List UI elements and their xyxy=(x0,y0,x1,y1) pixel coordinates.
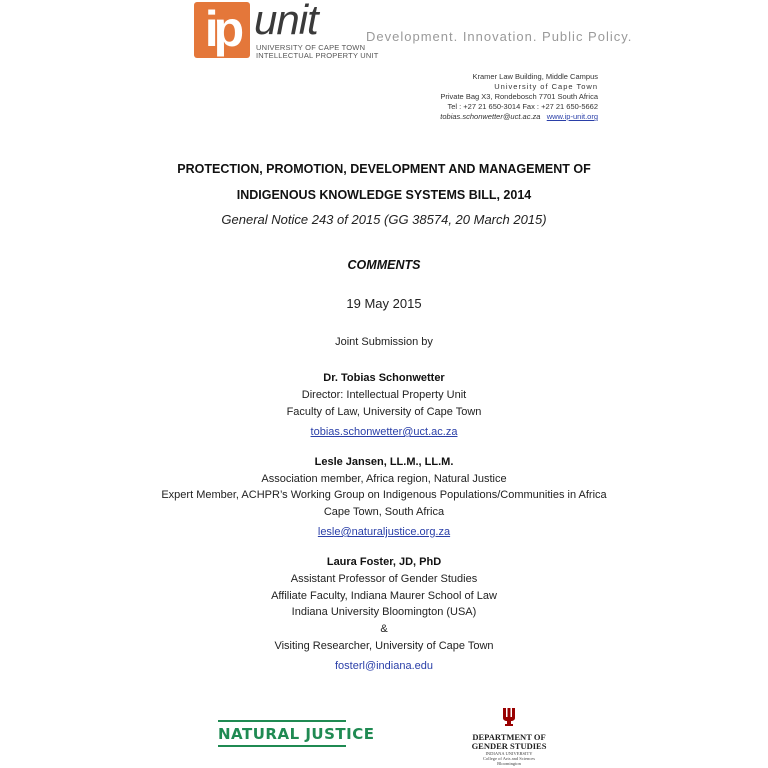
dept-line: DEPARTMENT OF xyxy=(472,732,546,742)
author-affiliation: Visiting Researcher, University of Cape Town xyxy=(274,640,494,652)
author-name: Dr. Tobias Schonwetter xyxy=(323,372,445,384)
general-notice: General Notice 243 of 2015 (GG 38574, 20 March 2015) xyxy=(221,212,547,227)
document-title-line-1: PROTECTION, PROMOTION, DEVELOPMENT AND MANAGEMENT OF xyxy=(177,162,591,176)
dept-subline: College of Arts and Sciences xyxy=(483,756,535,761)
author-affiliation: Faculty of Law, University of Cape Town xyxy=(286,406,482,418)
author-affiliation: Cape Town, South Africa xyxy=(323,506,445,518)
logo-rule xyxy=(218,745,346,747)
letterhead-address xyxy=(440,72,598,122)
address-line: Tel : +27 21 650-3014 Fax : +27 21 650-5662 xyxy=(447,102,598,111)
dept-line: GENDER STUDIES xyxy=(471,741,547,751)
author-affiliation: Assistant Professor of Gender Studies xyxy=(290,573,478,585)
logo-rule xyxy=(218,720,346,722)
ip-unit-logo xyxy=(194,0,379,60)
submission-intro: Joint Submission by xyxy=(335,336,433,348)
document-date: 19 May 2015 xyxy=(346,296,422,311)
address-line: Kramer Law Building, Middle Campus xyxy=(472,72,598,81)
address-line: Private Bag X3, Rondebosch 7701 South Africa xyxy=(440,92,598,101)
logo-subtitle-university: UNIVERSITY OF CAPE TOWN xyxy=(256,43,366,52)
ip-logo-word: unit xyxy=(254,0,318,43)
author-affiliation: Affiliate Faculty, Indiana Maurer School of Law xyxy=(271,590,497,602)
dept-subline: INDIANA UNIVERSITY xyxy=(485,751,533,756)
gender-studies-logo xyxy=(462,706,556,766)
address-line: University of Cape Town xyxy=(494,82,598,91)
ip-logo-mark: ip xyxy=(194,2,250,58)
comments-heading: COMMENTS xyxy=(347,258,421,272)
author-affiliation: Indiana University Bloomington (USA) xyxy=(291,606,477,618)
natural-justice-wordmark: NATURAL JUSTICE xyxy=(218,725,375,743)
natural-justice-logo xyxy=(218,720,375,747)
tagline: Development. Innovation. Public Policy. xyxy=(366,29,633,44)
logo-subtitle-unit: INTELLECTUAL PROPERTY UNIT xyxy=(256,51,379,60)
author-affiliation: Association member, Africa region, Natural Justice xyxy=(261,473,507,485)
letterhead-email[interactable]: tobias.schonwetter@uct.ac.za xyxy=(440,112,541,121)
author-affiliation: Expert Member, ACHPR’s Working Group on Indigenous Populations/Communities in Africa xyxy=(161,489,607,501)
ampersand: & xyxy=(380,623,388,635)
author-affiliation: Director: Intellectual Property Unit xyxy=(301,389,467,401)
author-email-link[interactable]: lesle@naturaljustice.org.za xyxy=(317,526,451,538)
dept-subline: Bloomington xyxy=(497,761,521,766)
iu-trident-icon xyxy=(502,706,516,726)
author-email-link[interactable]: tobias.schonwetter@uct.ac.za xyxy=(310,426,458,438)
author-name: Laura Foster, JD, PhD xyxy=(326,556,442,568)
author-email-link[interactable]: fosterl@indiana.edu xyxy=(334,660,433,672)
website-link[interactable]: www.ip-unit.org xyxy=(546,112,598,121)
document-title-line-2: INDIGENOUS KNOWLEDGE SYSTEMS BILL, 2014 xyxy=(236,188,532,202)
author-name: Lesle Jansen, LL.M., LL.M. xyxy=(314,456,454,468)
